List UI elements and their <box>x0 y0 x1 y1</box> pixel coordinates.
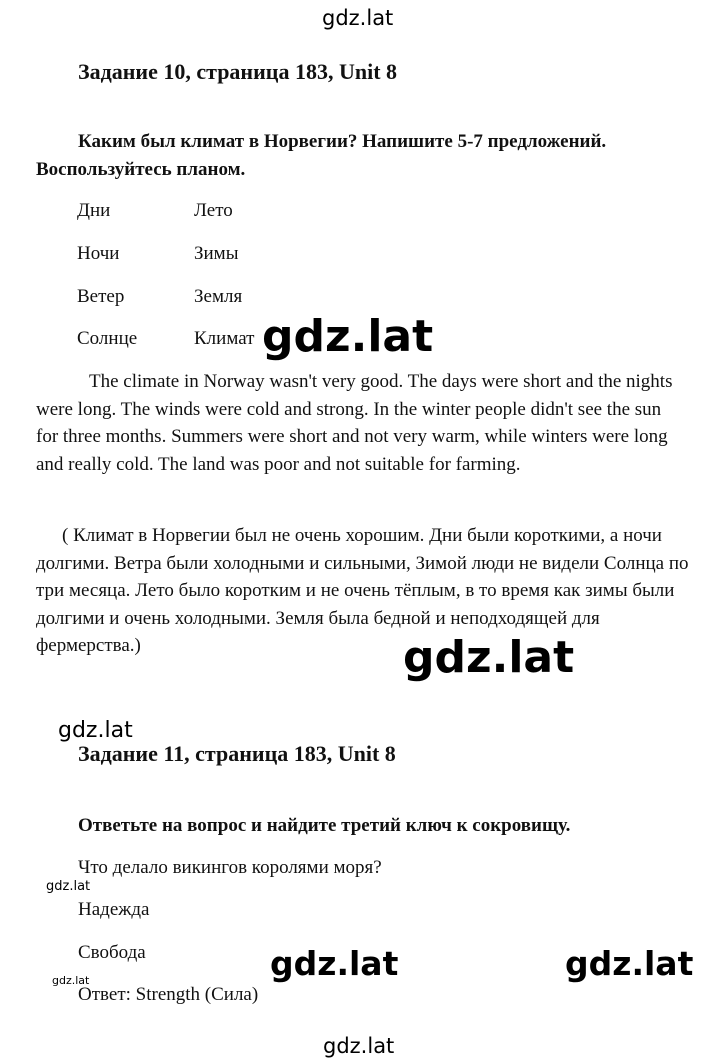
plan-item: Зимы <box>194 243 239 264</box>
watermark-left1: gdz.lat <box>58 718 133 743</box>
watermark-mid2: gdz.lat <box>403 632 575 683</box>
task10-question-line1: Каким был климат в Норвегии? Напишите 5-7 предложений. <box>78 131 607 152</box>
watermark-bottom-a: gdz.lat <box>270 944 399 983</box>
plan-item: Земля <box>194 286 243 307</box>
task11-title: Задание 11, страница 183, Unit 8 <box>78 741 396 766</box>
watermark-bottom-b: gdz.lat <box>565 944 694 983</box>
watermark-bottom: gdz.lat <box>323 1034 395 1058</box>
task10-title: Задание 10, страница 183, Unit 8 <box>78 59 398 84</box>
answer-russian: ( Климат в Норвегии был не очень хорошим. Дни были короткими, а ночи долгими. Ветра были холодными и сильными, Зимой люди не видели Солнца по три месяца. Лето было коротким и не очень тёплым, в то время как зимы были долгими и очень холодными. Земля была бедной и неподходящей для фермерства.) <box>36 525 689 656</box>
plan-item: Климат <box>194 328 255 349</box>
task11-answer: Ответ: Strength (Сила) <box>78 984 259 1005</box>
task10-question-line2: Воспользуйтесь планом. <box>36 159 246 180</box>
plan-item: Дни <box>77 200 111 221</box>
task11-prompt: Что делало викингов королями моря? <box>78 857 382 878</box>
task11-option: Свобода <box>78 942 146 963</box>
watermark-left2: gdz.lat <box>46 879 91 894</box>
watermark-left3: gdz.lat <box>52 974 90 987</box>
task11-question: Ответьте на вопрос и найдите третий ключ к сокровищу. <box>78 815 571 836</box>
watermark-mid1: gdz.lat <box>262 311 434 362</box>
plan-item: Лето <box>194 200 233 221</box>
plan-item: Ветер <box>77 286 125 307</box>
plan-item: Ночи <box>77 243 120 264</box>
answer-english: The climate in Norway wasn't very good. The days were short and the nights were long. The winds were cold and strong. In the winter people didn't see the sun for three months. Summers were short and not very warm, while winters were long and really cold. The land was poor and not suitable for farming. <box>36 371 673 475</box>
watermark-top: gdz.lat <box>322 6 394 30</box>
task11-option: Надежда <box>78 899 150 920</box>
plan-item: Солнце <box>77 328 138 349</box>
